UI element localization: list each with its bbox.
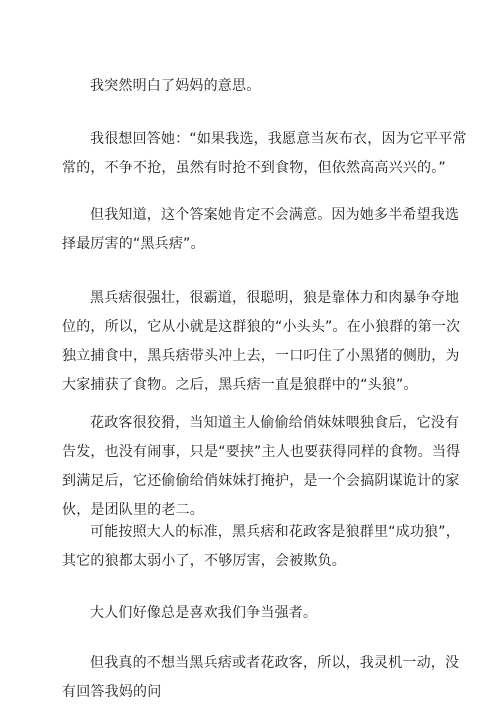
paragraph-1: 我突然明白了妈妈的意思。: [90, 78, 261, 94]
paragraph-6: 可能按照大人的标准，黑兵痞和花政客是狼群里“成功狼”，其它的狼都太弱小了，不够厉害，会被欺负。: [62, 524, 460, 569]
paragraph-4: 黑兵痞很强壮，很霸道，很聪明，狼是靠体力和肉暴争夺地位的，所以，它从小就是这群狼的“小头头”。在小狼群的第一次独立捕食中，黑兵痞带头冲上去，一口叼住了小黑猪的侧肋，为大家捕获了食物。之后，黑兵痞一直是狼群中的“头狼”。: [62, 290, 461, 393]
paragraph-2: 我很想回答她：“如果我选，我愿意当灰布衣，因为它平平常常的，不争不抢，虽然有时抢不到食物，但依然高高兴兴的。”: [62, 131, 467, 176]
paragraph-3: 但我知道，这个答案她肯定不会满意。因为她多半希望我选择最厉害的“黑兵痞”。: [62, 207, 460, 252]
paragraph-7: 大人们好像总是喜欢我们争当强者。: [90, 605, 318, 621]
paragraph-8: 但我真的不想当黑兵痞或者花政客，所以，我灵机一动，没有回答我妈的问: [62, 655, 460, 700]
paragraph-5: 花政客很狡猾，当知道主人偷偷给俏妹妹喂独食后，它没有告发，也没有闹事，只是“要挟”主人也要获得同样的食物。当得到满足后，它还偷偷给俏妹妹打掩护，是一个会搞阴谋诡计的家伙，是团队里的老二。: [62, 415, 461, 518]
